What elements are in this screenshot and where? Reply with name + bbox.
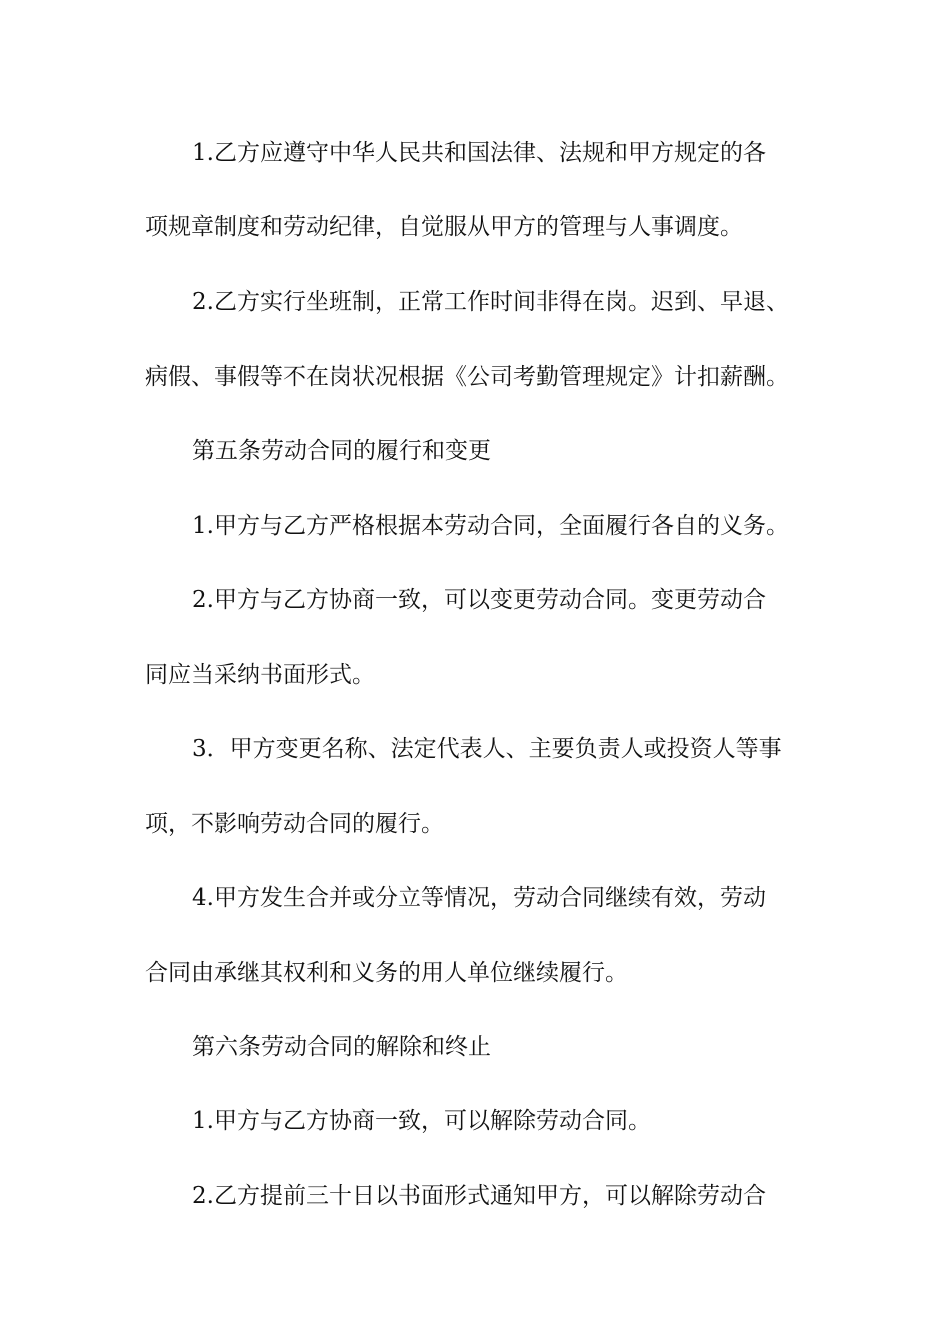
paragraph-line: 项，不影响劳动合同的履行。	[145, 811, 444, 837]
paragraph-line: 1.甲方与乙方协商一致，可以解除劳动合同。	[192, 1108, 651, 1134]
paragraph-line: 3．甲方变更名称、法定代表人、主要负责人或投资人等事	[192, 736, 782, 762]
section-heading: 第五条劳动合同的履行和变更	[192, 438, 491, 464]
paragraph-line: 项规章制度和劳动纪律，自觉服从甲方的管理与人事调度。	[145, 214, 743, 240]
paragraph-line: 同应当采纳书面形式。	[145, 662, 375, 688]
paragraph-line: 2.乙方提前三十日以书面形式通知甲方，可以解除劳动合	[192, 1183, 766, 1209]
section-heading: 第六条劳动合同的解除和终止	[192, 1034, 491, 1060]
paragraph-line: 2.甲方与乙方协商一致，可以变更劳动合同。变更劳动合	[192, 587, 766, 613]
paragraph-line: 1.乙方应遵守中华人民共和国法律、法规和甲方规定的各	[192, 140, 766, 166]
paragraph-line: 病假、事假等不在岗状况根据《公司考勤管理规定》计扣薪酬。	[145, 364, 789, 390]
paragraph-line: 4.甲方发生合并或分立等情况，劳动合同继续有效，劳动	[192, 885, 766, 911]
paragraph-line: 1.甲方与乙方严格根据本劳动合同，全面履行各自的义务。	[192, 513, 789, 539]
paragraph-line: 合同由承继其权利和义务的用人单位继续履行。	[145, 960, 628, 986]
paragraph-line: 2.乙方实行坐班制，正常工作时间非得在岗。迟到、早退、	[192, 289, 789, 315]
